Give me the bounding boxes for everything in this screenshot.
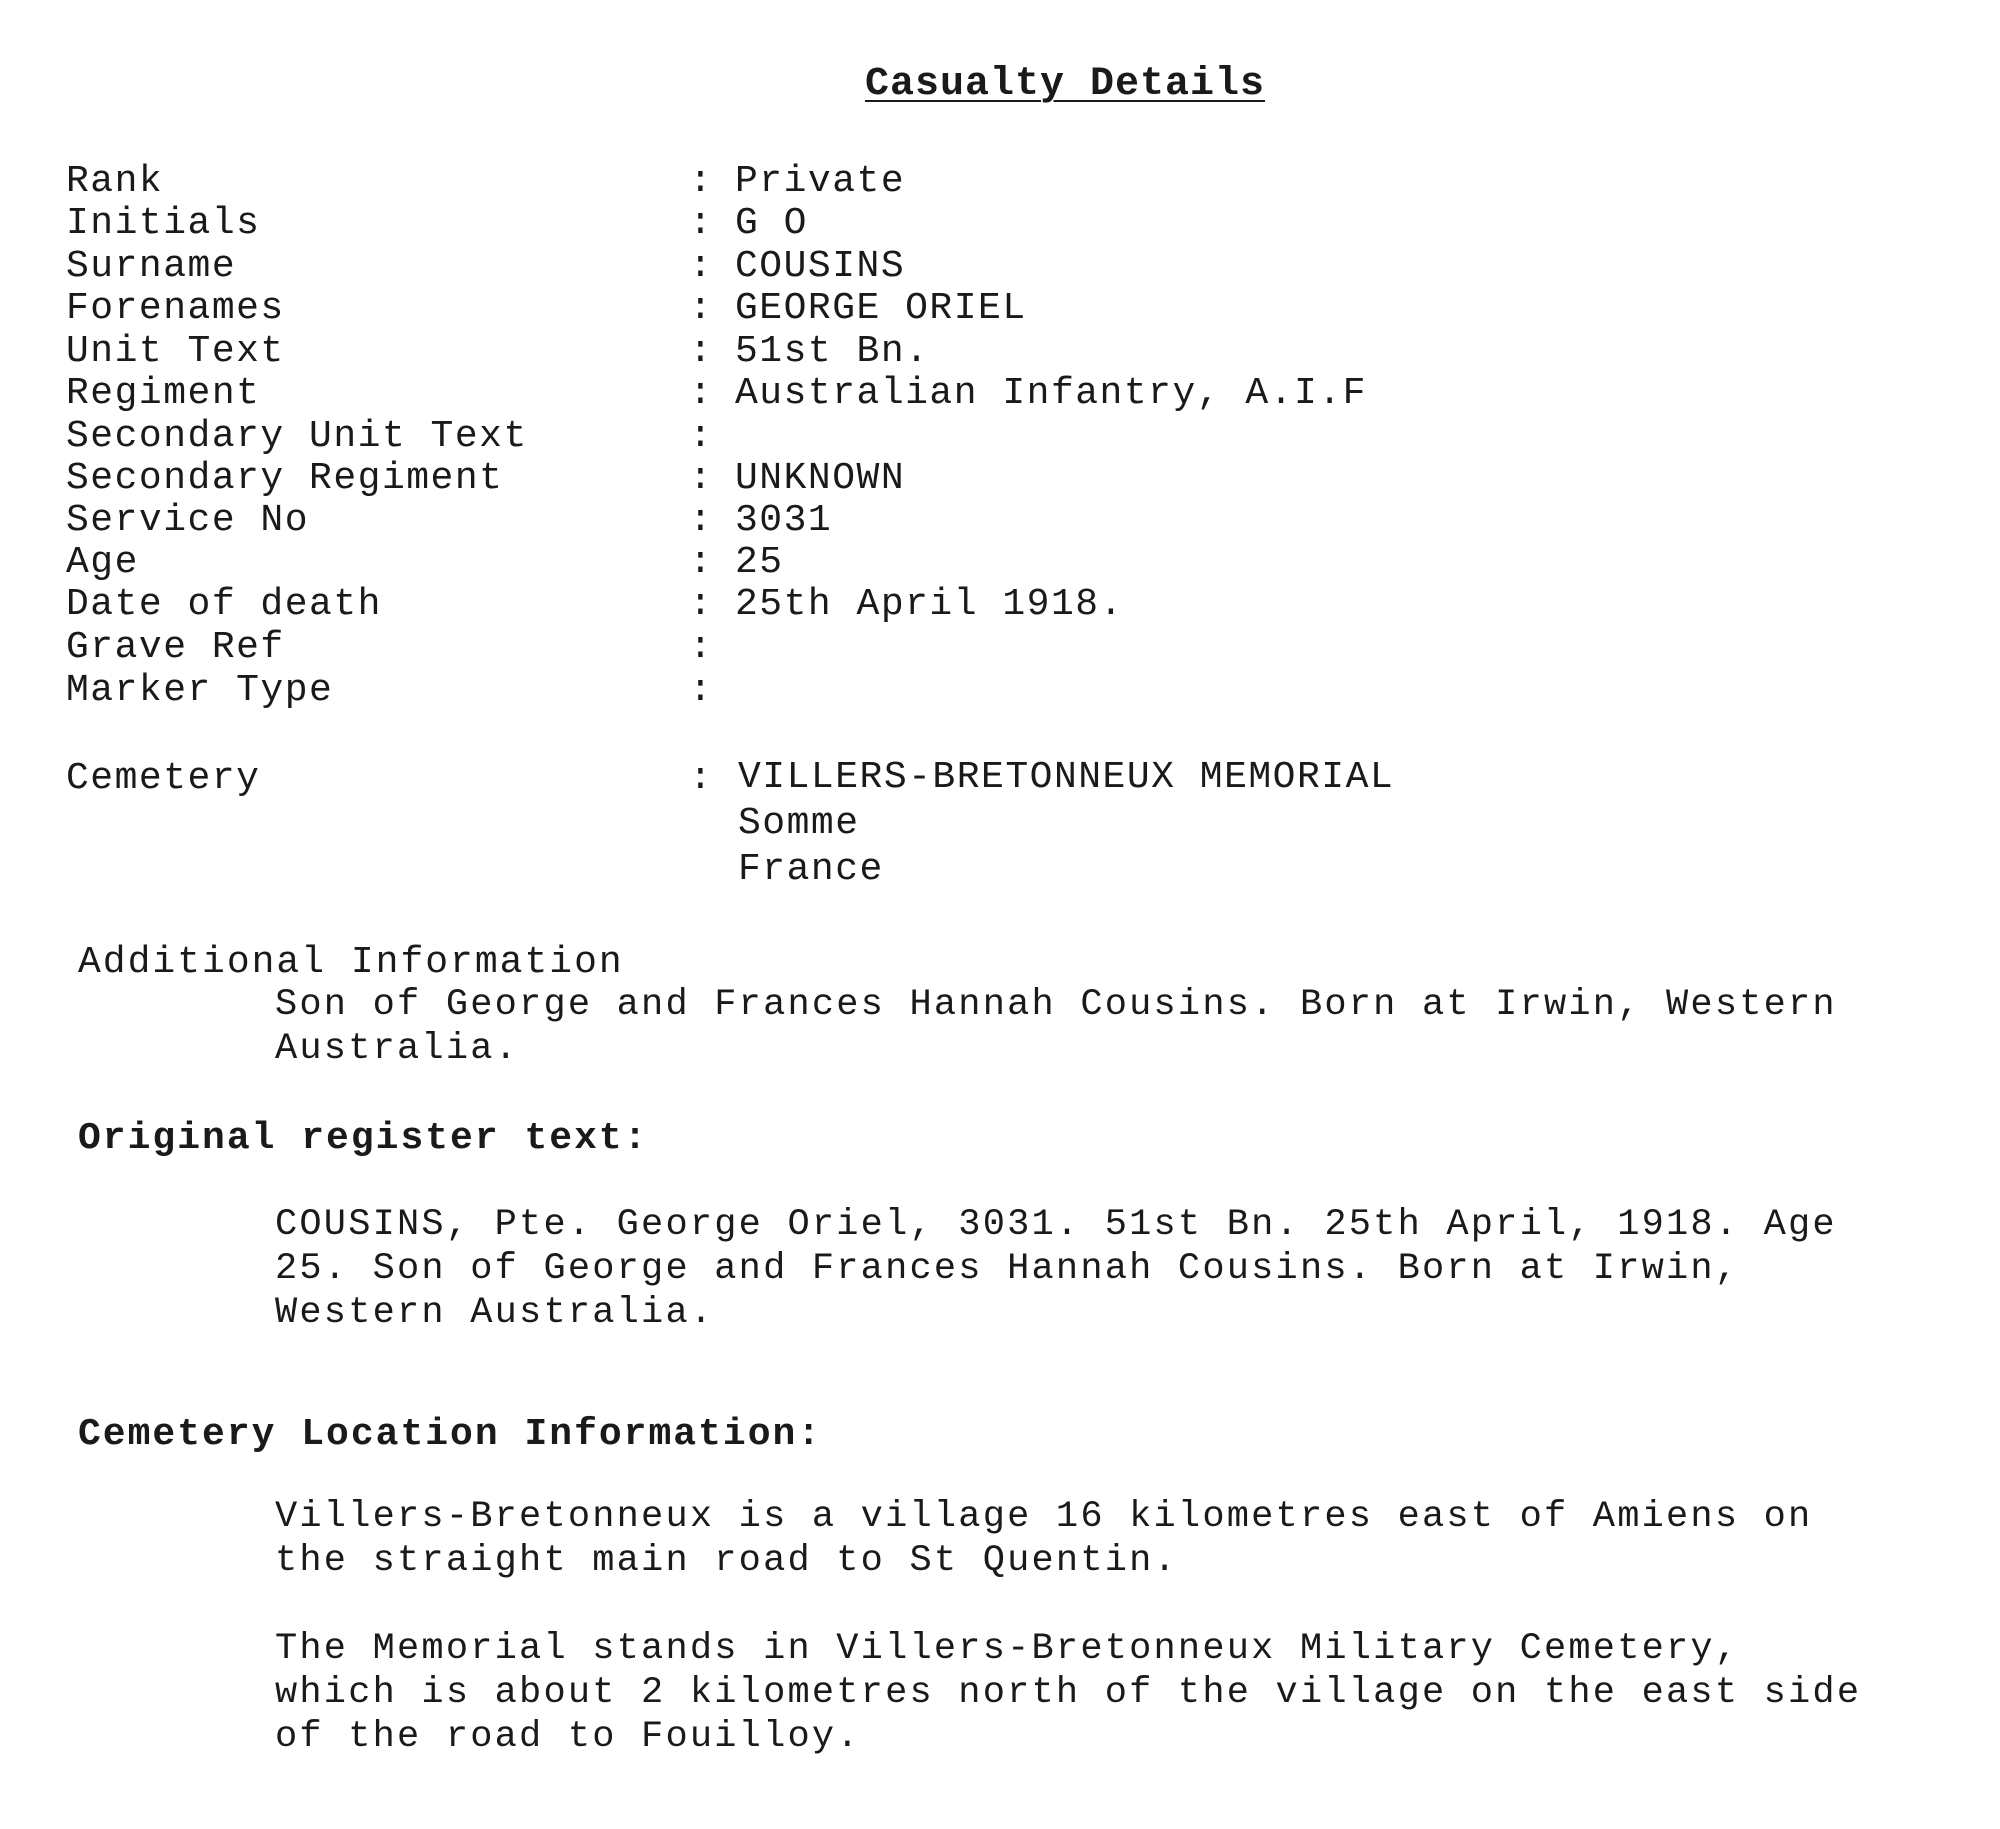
cemetery-region: Somme [738,802,860,845]
field-surname [0,245,2000,287]
field-label: Date of death [66,583,382,626]
field-label: Forenames [66,287,285,330]
cemetery-value [738,755,1394,893]
field-colon: : [689,160,712,203]
field-colon: : [689,757,712,800]
field-colon: : [689,583,712,626]
text-line: COUSINS, Pte. George Oriel, 3031. 51st Bn. 25th April, 1918. Age [275,1204,1837,1246]
field-label: Age [66,541,139,584]
text-line: Son of George and Frances Hannah Cousins. Born at Irwin, Western [275,984,1837,1026]
field-colon: : [689,202,712,245]
field-colon: : [689,669,712,712]
original-register-heading: Original register text: [78,1117,649,1160]
field-label: Unit Text [66,330,285,373]
field-regiment [0,372,2000,414]
field-secondary-unit-text [0,415,2000,457]
field-label: Initials [66,202,261,245]
field-label: Cemetery [66,757,261,800]
field-label: Secondary Unit Text [66,415,528,458]
field-value: GEORGE ORIEL [735,287,1027,330]
field-service-no [0,499,2000,541]
text-line: which is about 2 kilometres north of the village on the east side [275,1672,1862,1714]
field-initials [0,202,2000,244]
field-label: Secondary Regiment [66,457,504,500]
text-line: Western Australia. [275,1292,715,1334]
text-line: Australia. [275,1028,520,1070]
field-colon: : [689,330,712,373]
cemetery-location-paragraph-1 [275,1495,1975,1583]
field-label: Regiment [66,372,261,415]
field-unit-text [0,330,2000,372]
additional-information-text [275,983,1975,1071]
field-value: 25th April 1918. [735,583,1124,626]
field-value: G O [735,202,808,245]
field-label: Service No [66,499,310,542]
page-title: Casualty Details [864,62,1266,107]
field-colon: : [689,499,712,542]
field-label: Rank [66,160,164,203]
original-register-text [275,1203,1975,1335]
field-value: 51st Bn. [735,330,930,373]
text-line: The Memorial stands in Villers-Bretonneux Military Cemetery, [275,1628,1740,1670]
cemetery-location-heading: Cemetery Location Information: [78,1413,823,1456]
field-marker-type [0,669,2000,711]
field-secondary-regiment [0,457,2000,499]
field-value: Private [735,160,906,203]
field-colon: : [689,372,712,415]
text-line: Villers-Bretonneux is a village 16 kilometres east of Amiens on [275,1496,1813,1538]
additional-information-heading: Additional Information [78,941,624,984]
cemetery-name: VILLERS-BRETONNEUX MEMORIAL [738,756,1395,799]
field-grave-ref [0,626,2000,668]
field-value: 3031 [735,499,833,542]
field-value: UNKNOWN [735,457,906,500]
text-line: 25. Son of George and Frances Hannah Cousins. Born at Irwin, [275,1248,1740,1290]
field-age [0,541,2000,583]
field-label: Surname [66,245,237,288]
field-value: COUSINS [735,245,906,288]
cemetery-country: France [738,848,884,891]
field-label: Grave Ref [66,626,285,669]
text-line: the straight main road to St Quentin. [275,1540,1178,1582]
cemetery-location-paragraph-2 [275,1627,1975,1759]
field-colon: : [689,287,712,330]
field-colon: : [689,541,712,584]
field-colon: : [689,457,712,500]
field-value: Australian Infantry, A.I.F [735,372,1367,415]
field-forenames [0,287,2000,329]
text-line: of the road to Fouilloy. [275,1716,861,1758]
field-label: Marker Type [66,669,334,712]
field-value: 25 [735,541,784,584]
field-date-of-death [0,583,2000,625]
field-colon: : [689,245,712,288]
field-colon: : [689,626,712,669]
field-rank [0,160,2000,202]
field-colon: : [689,415,712,458]
